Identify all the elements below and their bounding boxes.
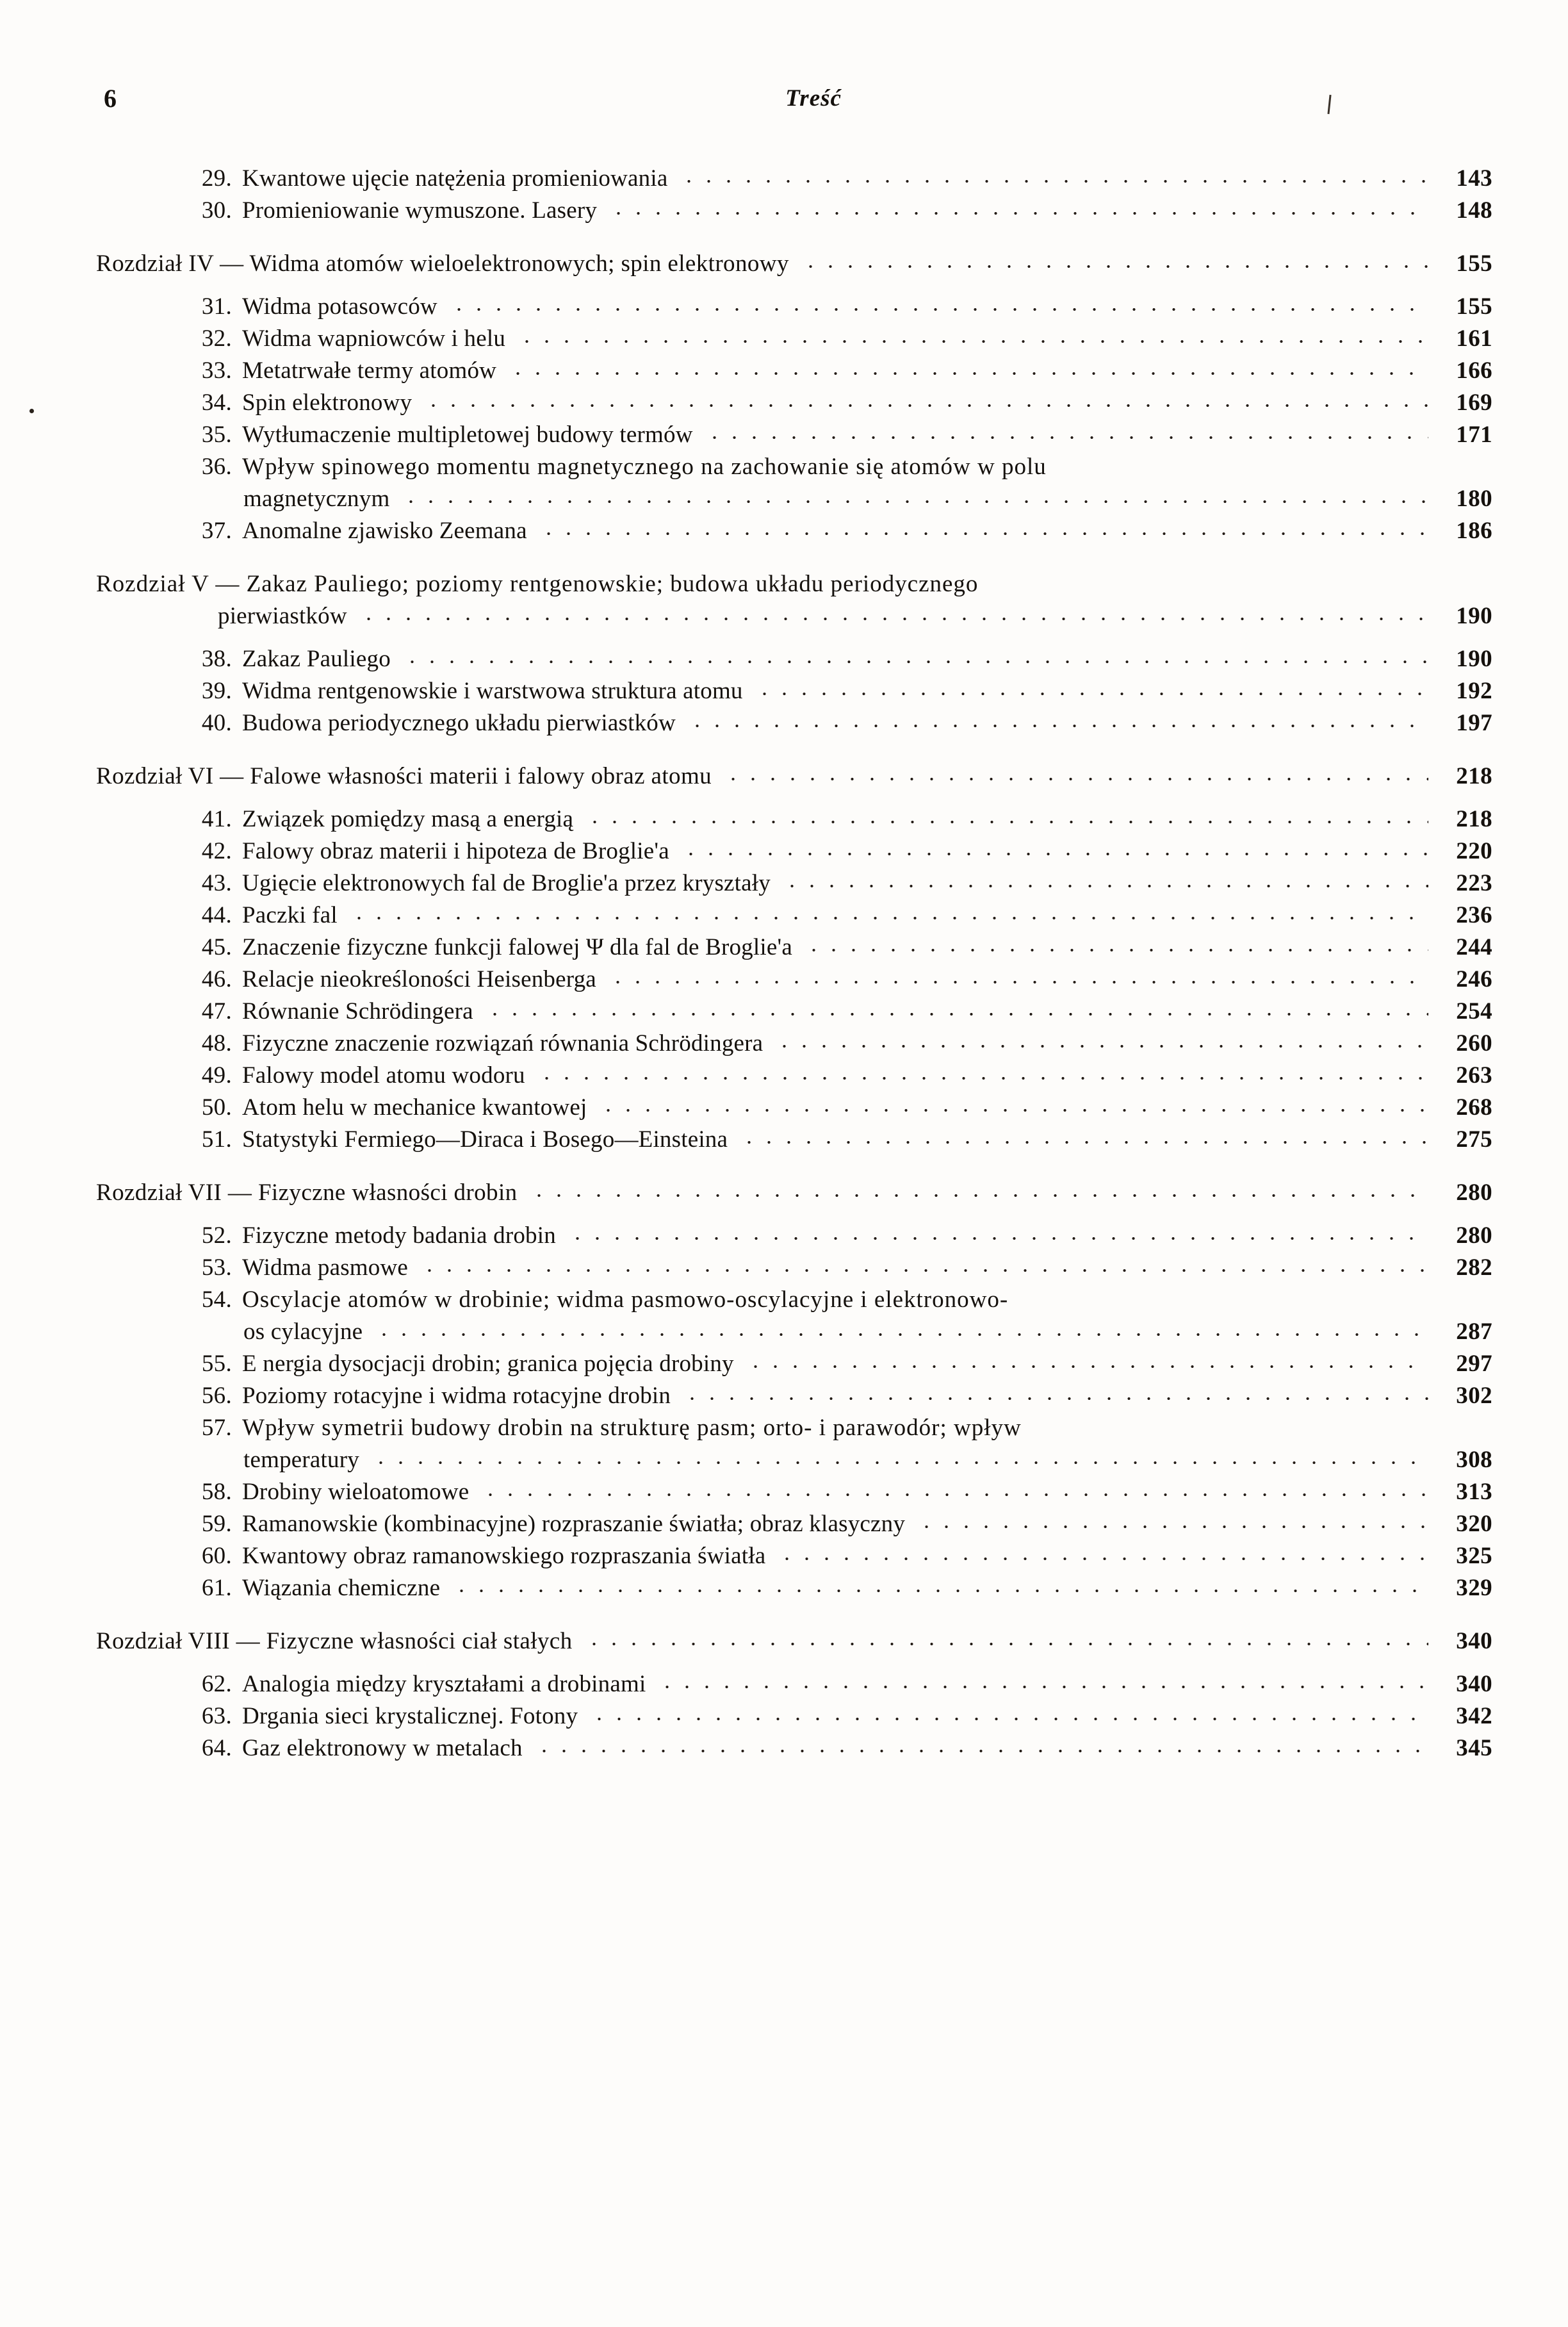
toc-entry[interactable] (96, 903, 1492, 927)
toc-entry[interactable] (96, 647, 1492, 671)
entry-page: 220 (1456, 838, 1492, 864)
entry-number: 43. (201, 870, 232, 896)
toc-entry[interactable] (96, 1480, 1492, 1504)
toc-entry[interactable] (96, 711, 1492, 735)
page-content (96, 83, 1492, 1768)
entry-title-continued: os cylacyjne (243, 1319, 363, 1345)
entry-title: Statystyki Fermiego—Diraca i Bosego—Einsteina (242, 1126, 728, 1153)
entry-number: 59. (201, 1511, 232, 1537)
dot-leader (584, 1641, 1429, 1647)
toc-entry[interactable] (96, 1128, 1492, 1151)
dot-leader (537, 1076, 1428, 1081)
dot-leader (589, 1716, 1428, 1722)
entry-page: 325 (1456, 1543, 1492, 1569)
entry-number: 64. (201, 1735, 232, 1761)
entry-number: 44. (201, 902, 232, 928)
entry-page: 143 (1456, 165, 1492, 192)
entry-title: Zakaz Pauliego (242, 646, 391, 672)
dot-leader (723, 777, 1428, 782)
entry-title: Anomalne zjawisko Zeemana (242, 518, 527, 544)
toc-entry[interactable] (96, 1672, 1492, 1696)
entry-page: 287 (1456, 1319, 1492, 1345)
entry-number: 55. (201, 1351, 232, 1377)
entry-page: 282 (1456, 1254, 1492, 1281)
entry-title: Kwantowe ujęcie natężenia promieniowania (242, 165, 668, 192)
chapter-title: Rozdział VIII — Fizyczne własności ciał stałych (96, 1628, 573, 1654)
entry-title: Widma rentgenowskie i warstwowa struktura atomu (242, 678, 743, 704)
entry-page: 260 (1456, 1030, 1492, 1057)
entry-page: 155 (1456, 293, 1492, 320)
entry-title: Relacje nieokreśloności Heisenberga (242, 966, 596, 992)
dot-leader (517, 339, 1428, 344)
entry-number: 56. (201, 1383, 232, 1409)
entry-number: 36. (201, 454, 232, 480)
chapter-page: 280 (1456, 1180, 1492, 1206)
dot-leader (679, 179, 1428, 184)
toc-entry-continuation[interactable] (96, 1448, 1492, 1472)
entry-title: Wpływ spinowego momentu magnetycznego na zachowanie się atomów w polu (242, 454, 1047, 480)
entry-page: 329 (1456, 1575, 1492, 1601)
toc-entry-continuation[interactable] (96, 1320, 1492, 1344)
entry-number: 49. (201, 1062, 232, 1089)
entry-page: 308 (1456, 1447, 1492, 1473)
entry-title: Ugięcie elektronowych fal de Broglie'a przez kryształy (242, 870, 771, 896)
dot-leader (598, 1108, 1428, 1113)
entry-title: Paczki fal (242, 902, 338, 928)
entry-page: 263 (1456, 1062, 1492, 1089)
stray-dot (29, 409, 34, 413)
dot-leader (374, 1332, 1428, 1337)
entry-number: 60. (201, 1543, 232, 1569)
toc-entry[interactable] (96, 935, 1492, 959)
entry-number: 29. (201, 165, 232, 192)
entry-number: 35. (201, 422, 232, 448)
toc-entry[interactable] (96, 1352, 1492, 1376)
toc-entry[interactable] (96, 1224, 1492, 1247)
entry-title: Falowy model atomu wodoru (242, 1062, 525, 1089)
entry-title: Wpływ symetrii budowy drobin na strukturę pasm; orto- i parawodór; wpływ (242, 1415, 1022, 1441)
toc-entry[interactable] (96, 519, 1492, 543)
entry-page: 246 (1456, 966, 1492, 992)
dot-leader (349, 916, 1428, 921)
dot-leader (452, 1588, 1428, 1593)
entry-number: 63. (201, 1703, 232, 1729)
dot-leader (739, 1140, 1428, 1145)
entry-page: 254 (1456, 998, 1492, 1024)
entry-page: 192 (1456, 678, 1492, 704)
dot-leader (801, 264, 1428, 269)
entry-title: Drobiny wieloatomowe (242, 1479, 470, 1505)
dot-leader (529, 1193, 1428, 1198)
entry-number: 39. (201, 678, 232, 704)
page-header (96, 83, 1492, 128)
dot-leader (585, 819, 1428, 825)
toc-entry[interactable] (96, 871, 1492, 895)
entry-page: 275 (1456, 1126, 1492, 1153)
entry-number: 30. (201, 197, 232, 224)
table-of-contents (96, 167, 1492, 1760)
entry-page: 320 (1456, 1511, 1492, 1537)
dot-leader (449, 307, 1428, 312)
entry-title: Spin elektronowy (242, 390, 412, 416)
entry-title: Falowy obraz materii i hipoteza de Broglie'a (242, 838, 669, 864)
entry-number: 31. (201, 293, 232, 320)
dot-leader (746, 1364, 1428, 1369)
toc-entry[interactable] (96, 967, 1492, 991)
entry-number: 40. (201, 710, 232, 736)
toc-entry[interactable] (96, 1704, 1492, 1728)
entry-title: Metatrwałe termy atomów (242, 358, 497, 384)
toc-chapter[interactable] (96, 1629, 1492, 1653)
entry-page: 340 (1456, 1671, 1492, 1697)
chapter-page: 340 (1456, 1628, 1492, 1654)
entry-page: 180 (1456, 486, 1492, 512)
dot-leader (917, 1524, 1428, 1529)
dot-leader (681, 851, 1428, 857)
entry-title: Widma potasowców (242, 293, 437, 320)
chapter-title-continued: pierwiastków (218, 603, 347, 629)
entry-number: 38. (201, 646, 232, 672)
dot-leader (682, 1396, 1428, 1401)
entry-page: 244 (1456, 934, 1492, 960)
entry-page: 171 (1456, 422, 1492, 448)
entry-number: 34. (201, 390, 232, 416)
entry-page: 302 (1456, 1383, 1492, 1409)
entry-page: 342 (1456, 1703, 1492, 1729)
entry-title: Promieniowanie wymuszone. Lasery (242, 197, 598, 224)
entry-title: Oscylacje atomów w drobinie; widma pasmowo-oscylacyjne i elektronowo- (242, 1287, 1009, 1313)
entry-page: 297 (1456, 1351, 1492, 1377)
chapter-title: Rozdział VII — Fizyczne własności drobin (96, 1180, 518, 1206)
entry-number: 54. (201, 1287, 232, 1313)
chapter-page: 190 (1456, 603, 1492, 629)
toc-entry[interactable] (96, 1512, 1492, 1536)
entry-title: Fizyczne znaczenie rozwiązań równania Schrödingera (242, 1030, 764, 1057)
dot-leader (608, 211, 1428, 216)
entry-title: Wiązania chemiczne (242, 1575, 441, 1601)
entry-title: Gaz elektronowy w metalach (242, 1735, 523, 1761)
entry-number: 52. (201, 1222, 232, 1249)
entry-page: 169 (1456, 390, 1492, 416)
entry-title-continued: magnetycznym (243, 486, 390, 512)
entry-number: 46. (201, 966, 232, 992)
toc-entry[interactable] (96, 1384, 1492, 1408)
entry-title: Widma wapniowców i helu (242, 325, 506, 352)
toc-entry[interactable] (96, 1256, 1492, 1279)
entry-page: 161 (1456, 325, 1492, 352)
toc-entry[interactable] (96, 167, 1492, 190)
entry-page: 166 (1456, 358, 1492, 384)
entry-page: 223 (1456, 870, 1492, 896)
entry-title: Drgania sieci krystalicznej. Fotony (242, 1703, 578, 1729)
toc-entry[interactable] (96, 1576, 1492, 1600)
chapter-title: Rozdział V — Zakaz Pauliego; poziomy rentgenowskie; budowa układu periodycznego (96, 571, 979, 597)
entry-number: 37. (201, 518, 232, 544)
toc-entry[interactable] (96, 391, 1492, 415)
entry-page: 186 (1456, 518, 1492, 544)
entry-title: Analogia między kryształami a drobinami (242, 1671, 646, 1697)
toc-chapter-continuation[interactable] (96, 604, 1492, 628)
entry-number: 53. (201, 1254, 232, 1281)
entry-number: 47. (201, 998, 232, 1024)
toc-entry[interactable] (96, 679, 1492, 703)
dot-leader (687, 723, 1428, 728)
entry-title: Atom helu w mechanice kwantowej (242, 1094, 587, 1121)
entry-number: 51. (201, 1126, 232, 1153)
dot-leader (485, 1012, 1428, 1017)
chapter-title: Rozdział VI — Falowe własności materii i falowy obraz atomu (96, 763, 712, 789)
chapter-page: 218 (1456, 763, 1492, 789)
toc-entry[interactable] (96, 1416, 1492, 1440)
entry-number: 45. (201, 934, 232, 960)
entry-number: 62. (201, 1671, 232, 1697)
dot-leader (539, 531, 1428, 536)
page-number: 6 (104, 84, 117, 113)
entry-page: 280 (1456, 1222, 1492, 1249)
dot-leader (420, 1268, 1428, 1273)
entry-title: Związek pomiędzy masą a energią (242, 806, 574, 832)
running-title: Treść (785, 85, 842, 111)
entry-number: 33. (201, 358, 232, 384)
dot-leader (402, 659, 1428, 664)
entry-title: Kwantowy obraz ramanowskiego rozpraszania światła (242, 1543, 766, 1569)
toc-entry-continuation[interactable] (96, 487, 1492, 511)
entry-page: 313 (1456, 1479, 1492, 1505)
toc-chapter[interactable] (96, 252, 1492, 275)
entry-title: E nergia dysocjacji drobin; granica pojęcia drobiny (242, 1351, 734, 1377)
toc-entry[interactable] (96, 359, 1492, 382)
dot-leader (401, 499, 1428, 504)
entry-page: 268 (1456, 1094, 1492, 1121)
entry-page: 218 (1456, 806, 1492, 832)
toc-entry[interactable] (96, 1032, 1492, 1055)
entry-title-continued: temperatury (243, 1447, 359, 1473)
dot-leader (657, 1684, 1428, 1690)
entry-page: 236 (1456, 902, 1492, 928)
toc-entry[interactable] (96, 807, 1492, 831)
entry-title: Znaczenie fizyczne funkcji falowej Ψ dla fal de Broglie'a (242, 934, 792, 960)
dot-leader (705, 435, 1428, 440)
entry-title: Ramanowskie (kombinacyjne) rozpraszanie światła; obraz klasyczny (242, 1511, 906, 1537)
entry-number: 48. (201, 1030, 232, 1057)
toc-entry[interactable] (96, 999, 1492, 1023)
entry-number: 42. (201, 838, 232, 864)
toc-entry[interactable] (96, 1544, 1492, 1568)
dot-leader (804, 948, 1428, 953)
toc-chapter[interactable] (96, 572, 1492, 596)
dot-leader (568, 1236, 1428, 1241)
dot-leader (774, 1044, 1428, 1049)
toc-entry[interactable] (96, 1288, 1492, 1312)
dot-leader (782, 884, 1428, 889)
dot-leader (777, 1556, 1428, 1561)
entry-number: 41. (201, 806, 232, 832)
entry-page: 197 (1456, 710, 1492, 736)
dot-leader (508, 371, 1428, 376)
entry-number: 50. (201, 1094, 232, 1121)
toc-entry[interactable] (96, 295, 1492, 318)
entry-title: Widma pasmowe (242, 1254, 409, 1281)
toc-entry[interactable] (96, 1736, 1492, 1760)
toc-entry[interactable] (96, 199, 1492, 222)
entry-title: Fizyczne metody badania drobin (242, 1222, 556, 1249)
entry-number: 57. (201, 1415, 232, 1441)
dot-leader (608, 980, 1428, 985)
dot-leader (755, 691, 1428, 696)
toc-entry[interactable] (96, 1064, 1492, 1087)
toc-entry[interactable] (96, 455, 1492, 479)
toc-chapter[interactable] (96, 764, 1492, 788)
toc-entry[interactable] (96, 839, 1492, 863)
entry-title: Równanie Schrödingera (242, 998, 473, 1024)
chapter-page: 155 (1456, 251, 1492, 277)
dot-leader (423, 403, 1428, 408)
dot-leader (359, 616, 1428, 621)
toc-entry[interactable] (96, 1096, 1492, 1119)
chapter-title: Rozdział IV — Widma atomów wieloelektronowych; spin elektronowy (96, 251, 789, 277)
dot-leader (480, 1492, 1428, 1497)
entry-title: Poziomy rotacyjne i widma rotacyjne drobin (242, 1383, 671, 1409)
entry-number: 61. (201, 1575, 232, 1601)
entry-page: 190 (1456, 646, 1492, 672)
entry-title: Wytłumaczenie multipletowej budowy termów (242, 422, 693, 448)
toc-entry[interactable] (96, 327, 1492, 350)
entry-number: 32. (201, 325, 232, 352)
dot-leader (534, 1748, 1428, 1754)
entry-page: 148 (1456, 197, 1492, 224)
entry-page: 345 (1456, 1735, 1492, 1761)
dot-leader (371, 1460, 1428, 1465)
entry-title: Budowa periodycznego układu pierwiastków (242, 710, 676, 736)
toc-chapter[interactable] (96, 1181, 1492, 1205)
toc-entry[interactable] (96, 423, 1492, 447)
entry-number: 58. (201, 1479, 232, 1505)
